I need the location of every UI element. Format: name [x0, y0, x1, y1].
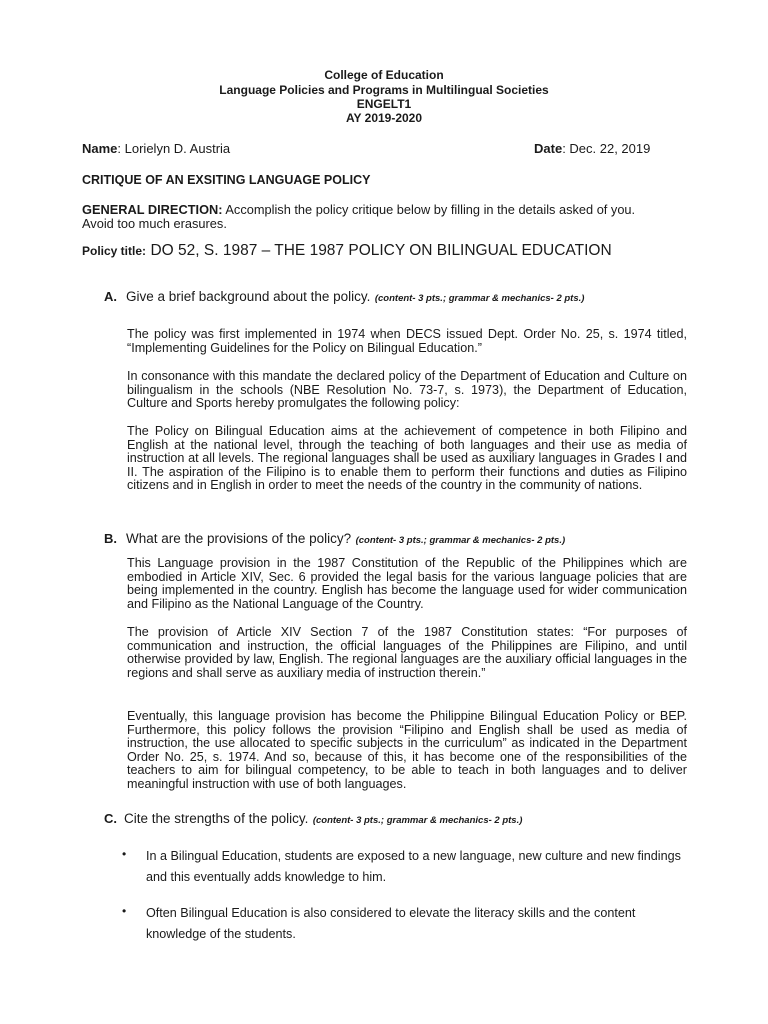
- section-b-question: [104, 530, 704, 548]
- section-a-question: [104, 288, 704, 306]
- policy-title-label: Policy title:: [82, 244, 147, 258]
- name-line: [82, 142, 230, 156]
- section-b-paragraph: This Language provision in the 1987 Constitution of the Republic of the Philippines which are embodied in Article XIV, Sec. 6 provided the legal basis for the various language policies that are being implemented in the country. English has become the language used for wider communication and Filipino as the National Language of the Country.: [127, 556, 687, 611]
- bullet-icon: •: [122, 904, 127, 918]
- general-direction: [82, 203, 692, 230]
- date-line: [534, 142, 650, 156]
- date-label: Date: [534, 141, 563, 156]
- section-c-question-text: Cite the strengths of the policy.: [124, 811, 309, 826]
- section-a-letter: A.: [104, 289, 117, 304]
- policy-title-line: [82, 242, 722, 260]
- section-b-paragraph: Eventually, this language provision has become the Philippine Bilingual Education Policy or BEP. Furthermore, this policy follows the provision “Filipino and English shall be used as media of instruction, the use allocated to specific subjects in the curriculum” as indicated in the Department Order No. 25, s. 1974. And so, because of this, it has become one of the responsibilities of the teachers to aim for bilingual competency, to be able to teach in both languages and to deliver meaningful instruction with use of both languages.: [127, 709, 687, 791]
- page-heading: CRITIQUE OF AN EXSITING LANGUAGE POLICY: [82, 173, 371, 187]
- policy-title: DO 52, S. 1987 – THE 1987 POLICY ON BILINGUAL EDUCATION: [150, 242, 612, 259]
- section-b-paragraph: The provision of Article XIV Section 7 of the 1987 Constitution states: “For purposes of communication and instruction, the official languages of the Philippines are Filipino, and until otherwise provided by law, English. The regional languages are the auxiliary official languages in the regions and shall serve as auxiliary media of instruction therein.”: [127, 625, 687, 680]
- bullet-text: In a Bilingual Education, students are exposed to a new language, new culture and new findings and this eventually adds knowledge to him.: [146, 849, 681, 884]
- section-b-points: (content- 3 pts.; grammar & mechanics- 2 pts.): [355, 535, 566, 546]
- name-label: Name: [82, 141, 118, 156]
- name-value: : Lorielyn D. Austria: [117, 141, 231, 156]
- section-a-paragraph: The policy was first implemented in 1974 when DECS issued Dept. Order No. 25, s. 1974 titled, “Implementing Guidelines for the Policy on Bilingual Education.”: [127, 327, 687, 355]
- section-b-question-text: What are the provisions of the policy?: [126, 531, 352, 546]
- general-direction-label: GENERAL DIRECTION:: [82, 202, 223, 217]
- bullet-icon: •: [122, 847, 127, 861]
- general-direction-text-2: Avoid too much erasures.: [82, 215, 227, 231]
- section-c-points: (content- 3 pts.; grammar & mechanics- 2 pts.): [312, 815, 523, 826]
- section-a-question-text: Give a brief background about the policy.: [126, 289, 371, 304]
- list-item: [122, 846, 692, 888]
- date-value: : Dec. 22, 2019: [562, 141, 651, 156]
- academic-year: AY 2019-2020: [345, 111, 423, 125]
- section-a-points: (content- 3 pts.; grammar & mechanics- 2 pts.): [374, 293, 585, 304]
- section-a-paragraph: In consonance with this mandate the declared policy of the Department of Education and Culture on bilingualism in the schools (NBE Resolution No. 73-7, s. 1973), the Department of Education, Culture and Sports hereby promulgates the following policy:: [127, 369, 687, 411]
- bullet-text: Often Bilingual Education is also considered to elevate the literacy skills and the content knowledge of the students.: [146, 906, 636, 941]
- section-b-letter: B.: [104, 531, 117, 546]
- section-c-letter: C.: [104, 811, 117, 826]
- general-direction-text: Accomplish the policy critique below by filling in the details asked of you.: [222, 202, 636, 217]
- course-code: ENGELT1: [356, 97, 412, 111]
- list-item: [122, 903, 692, 945]
- section-c-question: [104, 810, 704, 828]
- section-a-paragraph: The Policy on Bilingual Education aims at the achievement of competence in both Filipino and English at the national level, through the teaching of both languages and their use as media of instruction at all levels. The regional languages shall be used as auxiliary languages in Grades I and II. The aspiration of the Filipino is to enable them to perform their functions and duties as Filipino citizens and in English in order to meet the needs of the country in the community of nations.: [127, 424, 687, 493]
- course-title: Language Policies and Programs in Multilingual Societies: [219, 83, 549, 97]
- college-heading: College of Education: [324, 68, 444, 82]
